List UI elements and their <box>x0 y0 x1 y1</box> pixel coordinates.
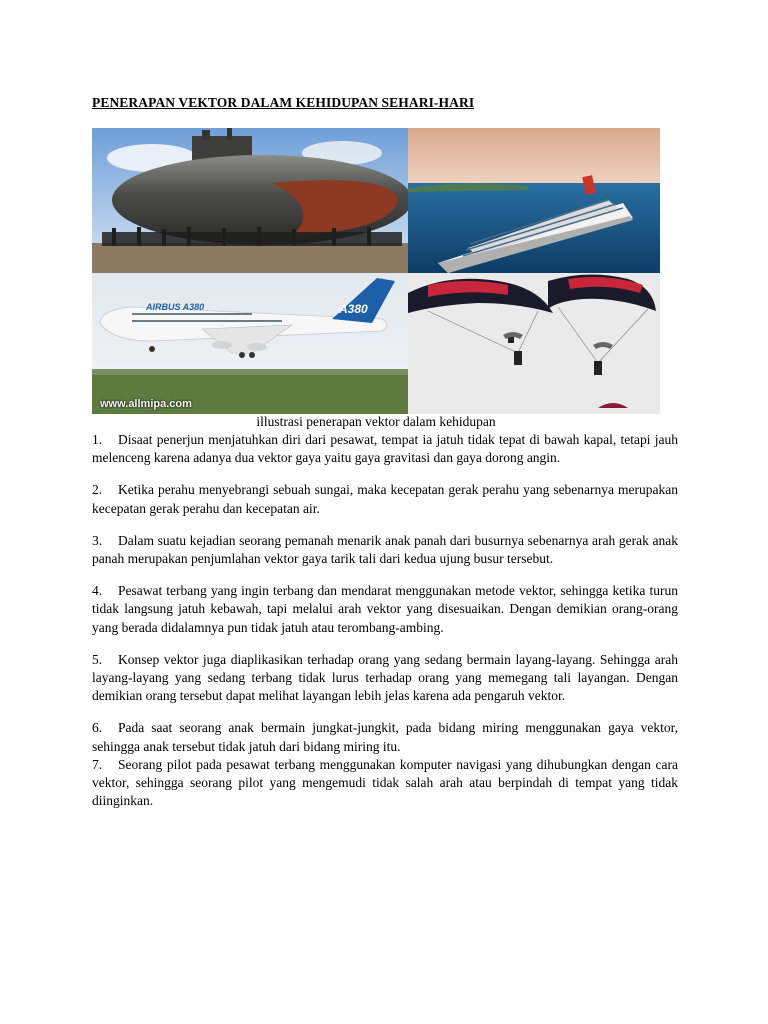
watermark: www.allmipa.com <box>100 398 192 410</box>
list-item <box>92 532 678 568</box>
item-text: Seorang pilot pada pesawat terbang menggunakan komputer navigasi yang dihubungkan dengan cara vektor, sehingga seorang pilot yang mengemudi tidak salah arah atau berpindah di tempat yang tidak diinginkan. <box>92 756 678 809</box>
page-title: PENERAPAN VEKTOR DALAM KEHIDUPAN SEHARI-HARI <box>92 95 475 110</box>
list-item <box>92 756 678 811</box>
list-item <box>92 481 678 517</box>
list-item <box>92 719 678 755</box>
parachutists-photo <box>408 273 660 414</box>
item-text: Pada saat seorang anak bermain jungkat-jungkit, pada bidang miring menggunakan gaya vektor, sehingga anak tersebut tidak jatuh dari bidang miring itu. <box>92 720 678 754</box>
airplane-livery-text: AIRBUS A380 <box>146 302 205 312</box>
list-item <box>92 431 678 467</box>
submarine-photo <box>92 128 408 273</box>
item-text: Ketika perahu menyebrangi sebuah sungai, maka kecepatan gerak perahu yang sebenarnya merupakan kecepatan gerak perahu dan kecepatan air. <box>92 482 678 516</box>
list-item <box>92 651 678 706</box>
item-number: 1. <box>92 432 103 447</box>
item-number: 2. <box>92 482 103 498</box>
item-number: 3. <box>92 532 103 548</box>
illustration-collage <box>92 128 660 414</box>
item-text: Dalam suatu kejadian seorang pemanah menarik anak panah dari busurnya sebenarnya arah gerak anak panah merupakan penjumlahan vektor gaya tarik tali dari kedua ujung busur tersebut. <box>92 532 678 567</box>
item-number: 6. <box>92 720 103 736</box>
cruise-ship-photo <box>408 128 660 273</box>
list-item <box>92 582 678 637</box>
item-text: Pesawat terbang yang ingin terbang dan mendarat menggunakan metode vektor, sehingga ketika turun tidak langsung jatuh kebawah, tapi melalui arah vektor yang disesuaikan. Dengan demikian orang-orang yang berada didalamnya pun tidak jatuh atau terombang-ambing. <box>92 583 678 635</box>
numbered-list <box>92 431 678 810</box>
item-text: Disaat penerjun menjatuhkan diri dari pesawat, tempat ia jatuh tidak tepat di bawah kapal, tetapi jauh melenceng karena adanya dua vektor gaya yaitu gaya gravitasi dan gaya dorong angin. <box>92 432 678 466</box>
item-number: 4. <box>92 583 103 599</box>
item-number: 7. <box>92 756 103 772</box>
item-number: 5. <box>92 651 103 667</box>
item-text: Konsep vektor juga diaplikasikan terhadap orang yang sedang bermain layang-layang. Sehingga arah layang-layang yang sedang terbang tidak lurus terhadap orang yang memegang tali layangan. Dengan demikian orang tersebut dapat melihat layangan lebih jelas karena ada pengaruh vektor. <box>92 651 678 704</box>
image-caption: illustrasi penerapan vektor dalam kehidupan <box>256 414 496 429</box>
airplane-tail-text: A380 <box>339 302 368 316</box>
airbus-a380-photo <box>92 273 408 414</box>
